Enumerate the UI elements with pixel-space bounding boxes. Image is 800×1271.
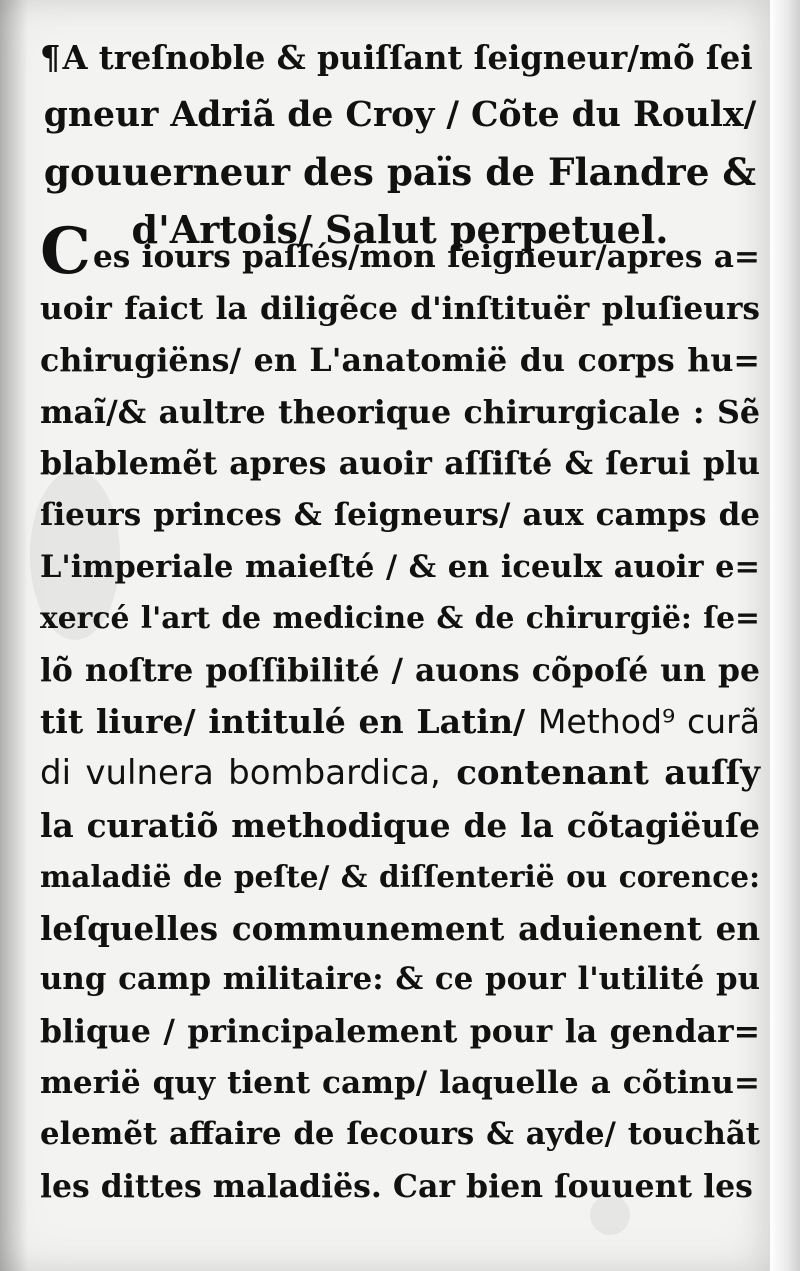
body-line: blablemẽt apres auoir aſſiſté & ſerui plu <box>40 445 760 483</box>
body-line: ſieurs princes & ſeigneurs/ aux camps de <box>40 496 760 533</box>
heading-line <box>40 30 760 87</box>
body-line: les dittes maladiës. Car bien ſouuent les <box>40 1167 753 1205</box>
heading-line: d'Artois/ Salut perpetuel. <box>131 207 669 252</box>
body-line: xercé l'art de medicine & de chirurgië: ſe= <box>40 601 760 637</box>
latin-title: Method⁹ curã <box>537 702 761 742</box>
body-line <box>40 696 760 748</box>
body-line: leſquelles communement aduienent en <box>40 908 760 948</box>
body-line: merië quy tient camp/ laquelle a cõtinu= <box>40 1064 760 1101</box>
body-line: maĩ/& aultre theorique chirurgicale : Sẽ <box>40 393 760 431</box>
body-line: L'imperiale maieſté / & en iceulx auoir e= <box>40 548 760 585</box>
body-line: blique / principalement pour la gendar= <box>40 1012 760 1050</box>
body-line <box>40 748 760 800</box>
pilcrow-mark: ¶ <box>40 39 61 77</box>
latin-title: di vulnera bombardica, <box>40 752 441 793</box>
body-line-text: contenant auſſy <box>456 752 760 793</box>
body-line: uoir faict la diligẽce d'inſtituër pluſieurs <box>40 290 760 327</box>
drop-cap: C <box>40 214 91 289</box>
body-line: chirugiëns/ en L'anatomië du corps hu= <box>40 342 760 380</box>
body-line: ung camp militaire: & ce pour l'utilité pu <box>40 961 760 998</box>
body-line: maladië de peſte/ & diſſenterië ou corence: <box>40 859 760 895</box>
dedication-heading <box>40 30 760 258</box>
heading-line: gneur Adriã de Croy / Cõte du Roulx/ <box>43 95 757 135</box>
gutter-shadow <box>0 0 28 1271</box>
heading-line: gouuerneur des païs de Flandre & <box>43 150 757 194</box>
body-line: elemẽt affaire de ſecours & ayde/ touchãt <box>40 1116 760 1153</box>
page-edge <box>770 0 800 1271</box>
body-line: la curatiõ methodique de la cõtagiëuſe <box>40 805 760 845</box>
heading-line-text: A treſnoble & puiſſant ſeigneur/mõ ſei <box>62 39 753 77</box>
body-line-text: tit liure/ intitulé en Latin/ <box>40 702 526 742</box>
body-line: lõ noſtre poſſibilité / auons cõpoſé un pe <box>40 651 760 689</box>
body-line-text: es iours paſſés/mon ſeigneur/apres a= <box>92 239 760 275</box>
